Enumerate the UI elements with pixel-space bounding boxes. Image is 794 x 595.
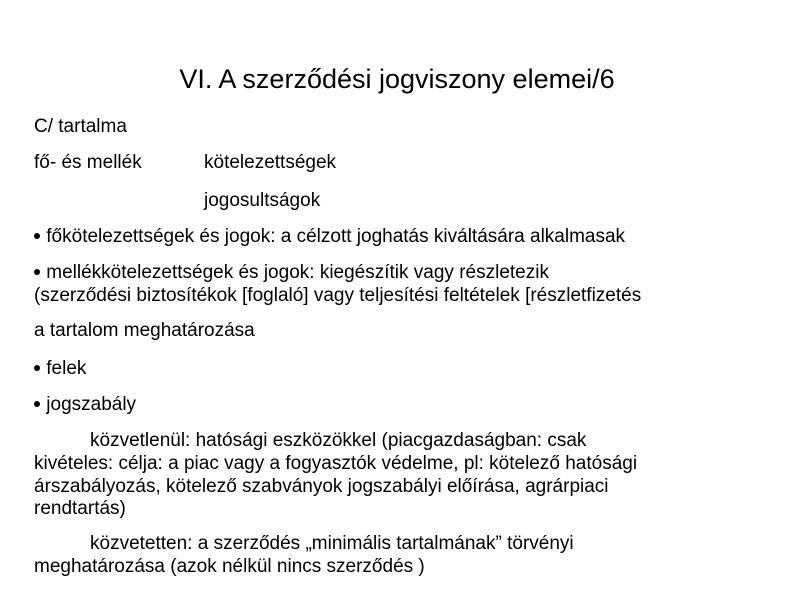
bullet-text-2-line2: (szerződési biztosítékok [foglaló] vagy teljesítési feltételek [részletfizetés: [34, 285, 642, 306]
row1-left-text: fő- és mellék: [34, 152, 142, 173]
bullet-dot-icon: [34, 365, 40, 371]
para1-line4: rendtartás): [34, 498, 126, 519]
para1-line2: kivételes: célja: a piac vagy a fogyasztók védelme, pl: kötelező hatósági: [34, 453, 638, 474]
para2-line2: meghatározása (azok nélkül nincs szerződés ): [34, 556, 425, 577]
row2-right-text: jogosultságok: [204, 190, 321, 211]
bullet-item-1: [34, 226, 625, 248]
section-heading-2: a tartalom meghatározása: [34, 320, 255, 341]
slide-title: VI. A szerződési jogviszony elemei/6: [179, 64, 615, 94]
bullet-dot-icon: [34, 269, 40, 275]
bullet-text-2-line1: mellékkötelezettségek és jogok: kiegészítik vagy részletezik: [46, 262, 549, 283]
bullet-dot-icon: [34, 401, 40, 407]
bullet-text-4: jogszabály: [46, 394, 137, 415]
section-subtitle: C/ tartalma: [34, 116, 127, 137]
bullet-text-1: főkötelezettségek és jogok: a célzott joghatás kiváltására alkalmasak: [46, 226, 626, 247]
row1-right-text: kötelezettségek: [204, 152, 337, 173]
bullet-item-2: [34, 262, 549, 284]
bullet-item-3: [34, 358, 86, 380]
bullet-dot-icon: [34, 233, 40, 239]
para2-line1: közvetetten: a szerződés „minimális tartalmának” törvényi: [90, 533, 574, 554]
para1-line1: közvetlenül: hatósági eszközökkel (piacgazdaságban: csak: [90, 430, 587, 451]
para1-line3: árszabályozás, kötelező szabványok jogszabályi előírása, agrárpiaci: [34, 476, 609, 497]
bullet-text-3: felek: [46, 358, 87, 379]
bullet-item-4: [34, 394, 136, 416]
